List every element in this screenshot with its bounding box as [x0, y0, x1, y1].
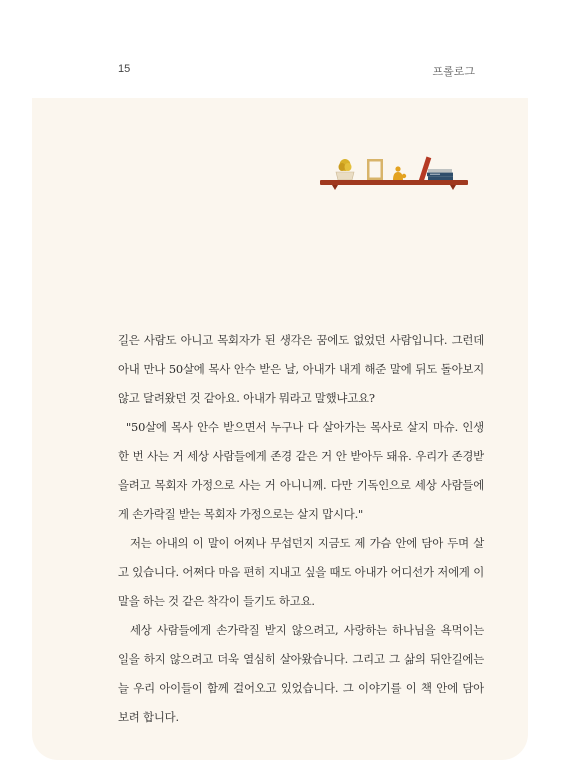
page-number: 15 [118, 63, 131, 75]
paragraph-quote: "50살에 목사 안수 받으면서 누구나 다 살아가는 목사로 살지 마슈. 인생 한 번 사는 거 세상 사람들에게 존경 같은 거 안 받아두 돼유. 우리가 존경받을려고 목회자 가정으로 사는 거 아니니께. 다만 기독인으로 세상 사람들에게 손가락질 받는 목회자 가정으로는 살지 맙시다." [118, 420, 484, 521]
page-header [0, 0, 561, 100]
running-title: 프롤로그 [432, 66, 475, 78]
figurine-icon [393, 166, 406, 180]
paragraph: 저는 아내의 이 말이 어찌나 무섭던지 지금도 제 가슴 안에 담아 두며 살고 있습니다. 어쩌다 마음 편히 지내고 싶을 때도 아내가 어디선가 저에게 이 말을 하는 것 같은 착각이 들기도 하고요. [118, 536, 484, 608]
body-text [118, 326, 484, 732]
paragraph: 세상 사람들에게 손가락질 받지 않으려고, 사랑하는 하나님을 욕먹이는 일을 하지 않으려고 더욱 열심히 살아왔습니다. 그리고 그 삶의 뒤안길에는 늘 우리 아이들이 함께 걸어오고 있었습니다. 그 이야기를 이 책 안에 담아 보려 합니다. [118, 623, 484, 724]
potted-plant-icon [336, 159, 354, 180]
paragraph: 길은 사람도 아니고 목회자가 된 생각은 꿈에도 없었던 사람입니다. 그런데 아내 만나 50살에 목사 안수 받은 날, 아내가 내게 해준 말에 뒤도 돌아보지 않고 달려왔던 것 같아요. 아내가 뭐라고 말했냐고요? [118, 333, 484, 405]
shelf-icon [320, 180, 468, 190]
book-stack-icon [427, 169, 453, 180]
bookshelf-illustration [318, 154, 470, 194]
picture-frame-icon [367, 159, 383, 180]
